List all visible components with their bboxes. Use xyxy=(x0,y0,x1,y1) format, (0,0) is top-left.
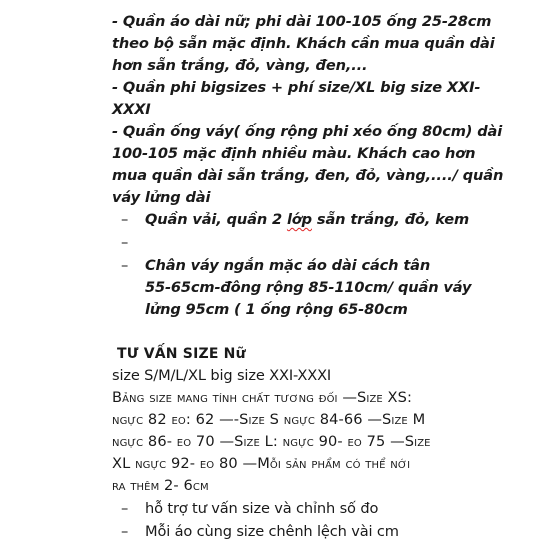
bullet-short-skirt-line-2: 55-65cm-đông rộng 85-110cm/ quần váy xyxy=(145,279,472,296)
note-line-8: mua quần dài sẵn trắng, đen, đỏ, vàng,..../ quần xyxy=(112,167,504,184)
bullet-short-skirt-line-3: lửng 95cm ( 1 ống rộng 65-80cm xyxy=(145,301,408,318)
spellcheck-flag-word: lớp xyxy=(286,211,312,228)
bullet-fabric-pants-text-a: Quần vải, quần 2 xyxy=(145,211,287,228)
note-line-9: váy lửng dài xyxy=(112,189,211,206)
tip-size-consult: hỗ trợ tư vấn size và chỉnh số đo xyxy=(145,500,379,517)
note-line-2: theo bộ sẵn mặc định. Khách cần mua quần dài xyxy=(112,35,495,52)
note-line-7: 100-105 mặc định nhiều màu. Khách cao hơn xyxy=(112,145,476,162)
note-line-5: XXXI xyxy=(112,101,151,118)
size-table-line-3: ngực 86- eo 70 —Size L: ngực 90- eo 75 —Size xyxy=(112,433,431,450)
note-line-6: - Quần ống váy( ống rộng phi xéo ống 80cm) dài xyxy=(112,123,503,140)
bullet-short-skirt-line-1: Chân váy ngắn mặc áo dài cách tân xyxy=(145,257,431,274)
bullet-dash: – xyxy=(121,211,129,228)
tip-dash: – xyxy=(121,523,129,540)
bullet-dash-empty: – xyxy=(121,234,129,251)
size-advice-heading: TƯ VẤN SIZE Nữ xyxy=(117,346,246,362)
size-table-line-4: XL ngực 92- eo 80 —Mỗi sản phẩm có thể nới xyxy=(112,455,411,472)
bullet-fabric-pants xyxy=(145,210,469,230)
note-line-1: - Quần áo dài nữ; phi dài 100-105 ống 25-28cm xyxy=(112,13,492,30)
tip-size-variance: Mỗi áo cùng size chênh lệch vài cm xyxy=(145,523,399,540)
bullet-dash: – xyxy=(121,257,129,274)
size-range-line: size S/M/L/XL big size XXI-XXXI xyxy=(112,367,332,384)
size-table-line-2: ngực 82 eo: 62 —-Size S ngực 84-66 —Size M xyxy=(112,411,426,428)
size-table-line-5: ra thêm 2- 6cm xyxy=(112,477,209,494)
bullet-fabric-pants-text-b: sẵn trắng, đỏ, kem xyxy=(311,211,470,228)
note-line-4: - Quần phi bigsizes + phí size/XL big size XXI- xyxy=(112,79,481,96)
note-line-3: hơn sẵn trắng, đỏ, vàng, đen,... xyxy=(112,57,368,74)
tip-dash: – xyxy=(121,500,129,517)
size-table-line-1: Bảng size mang tính chất tương đối —Size XS: xyxy=(112,389,413,406)
